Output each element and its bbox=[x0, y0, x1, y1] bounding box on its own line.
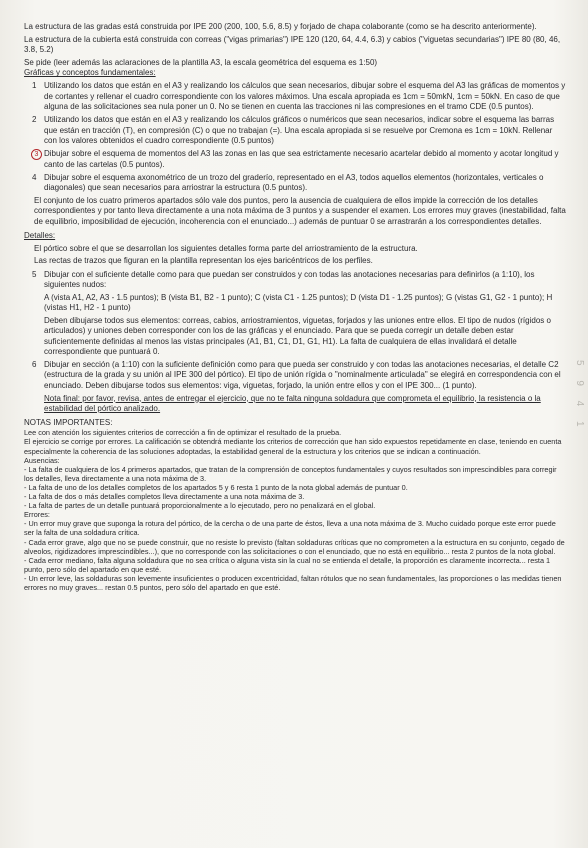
section-detalles: Detalles: bbox=[24, 230, 56, 240]
item-4 bbox=[24, 173, 566, 194]
item5-intro: Dibujar con el suficiente detalle como para que puedan ser construidos y con todas las anotaciones necesarias para definirlos (a 1:10), los siguientes nudos: bbox=[44, 269, 535, 290]
notas-list bbox=[24, 428, 566, 592]
nota-line: - La falta de dos o más detalles completos lleva directamente a una nota máxima de 3. bbox=[24, 492, 305, 502]
item-body bbox=[44, 270, 566, 357]
nota-line: El ejercicio se corrige por errores. La calificación se obtendrá mediante los criterios de corrección que han sido expuestos repetidamente en clase, teniendo en cuenta especialmente la coherencia de las soluciones adoptadas, la estabilidad general de la estructura y los criterios que se indican a continuación. bbox=[24, 437, 562, 456]
item6-detalle: Dibujar en sección (a 1:10) con la suficiente definición como para que pueda ser construido y con todas las anotaciones necesarias, el detalle C2 (estructura de la grada y su unión al IPE 300 del pórtico). El tipo de unión rígida o "nominalmente articulada" se elegirá en correspondencia con el enunciado. Deben dibujarse todos sus elementos: viga, viguetas, forjado, la unión entre ellos y con el IPE 300... (1 punto). bbox=[44, 360, 561, 390]
nota-line: - La falta de uno de los detalles completos de los apartados 5 y 6 resta 1 punto de la nota global además de puntuar 0. bbox=[24, 482, 408, 492]
nota-line: - Cada error mediano, falta alguna soldadura que no sea crítica o alguna vista sin la cual no se entienda el detalle, la proporción es claramente incorrecta... resta 1 punto, pero sólo del apartado en que esté. bbox=[24, 555, 551, 574]
conjunto-paragraph: El conjunto de los cuatro primeros apartados sólo vale dos puntos, pero la ausencia de cualquiera de ellos impide la corrección de los detalles correspondientes y por tanto lleva directamente a una nota máxima de 3 puntos y a suspender el examen. Los errores muy graves (inestabilidad, falta de equilibrio, imposibilidad de ejecución, incoherencia con el enunciado...) además de puntuar 0 se arrastrarán a los correspondientes detalles. bbox=[34, 195, 566, 226]
item-text: Dibujar sobre el esquema de momentos del A3 las zonas en las que sea estrictamente necesario acartelar debido al momento y acotar longitud y canto de las cartelas (0.5 puntos). bbox=[44, 149, 559, 169]
intro-cubierta: La estructura de la cubierta está construida con correas ("vigas primarias") IPE 120 (120, 64, 4.4, 6.3) y cabios ("viguetas secundarias") IPE 80 (80, 46, 3.8, 5.2) bbox=[24, 34, 561, 55]
item-body bbox=[44, 360, 566, 414]
notas-title: NOTAS IMPORTANTES: bbox=[24, 418, 113, 428]
item5-nudos: A (vista A1, A2, A3 - 1.5 puntos); B (vista B1, B2 - 1 punto); C (vista C1 - 1.25 puntos); D (vista D1 - 1.25 puntos); G (vistas G1, G2 - 1 punto); H (vistas H1, H2 - 1 punto) bbox=[44, 292, 553, 313]
item-1 bbox=[24, 81, 566, 112]
nota-line: Errores: bbox=[24, 510, 50, 520]
nota-line: Ausencias: bbox=[24, 455, 60, 465]
item-number: 5 bbox=[32, 269, 37, 279]
nota-line: - Cada error grave, algo que no se puede construir, que no resiste lo previsto (faltan soldaduras críticas que no comprometen a la estructura en su conjunto, cegado de alveolos, rigidizadores imprescindibles...), que no corresponde con las solicitaciones o con el enunciado, que no está en equilibrio... resta 2 puntos de la nota global. bbox=[24, 537, 565, 556]
nota-line: - La falta de cualquiera de los 4 primeros apartados, que tratan de la comprensión de conceptos fundamentales y cuyos resultados son imprescindibles para corregir los detalles, lleva directamente a una nota máxima de 3. bbox=[24, 464, 557, 483]
nota-line: Lee con atención los siguientes criterios de corrección a fin de optimizar el resultado de la prueba. bbox=[24, 428, 342, 438]
item5-elementos: Deben dibujarse todos sus elementos: correas, cabios, arriostramientos, viguetas, forjados y las uniones entre ellos. El tipo de nudos (rígidos o articulados) y uniones deben corresponder con los de las gráficas y el enunciado. Para que se pueda corregir un detalle deben estar suficientemente definidas al menos las vistas principales (A1, B1, C1, D1, G1, H1). La falta de cualquiera de ellas invalidará el detalle correspondiente que puntuará 0. bbox=[44, 315, 551, 356]
item-number: 6 bbox=[32, 360, 37, 370]
item-number-circled bbox=[24, 149, 44, 170]
item6-nota-final: Nota final: por favor, revisa, antes de entregar el ejercicio, que no te falta ninguna soldadura que comprometa el equilibrio, la resistencia o la estabilidad del pórtico analizado. bbox=[44, 393, 541, 413]
item-5 bbox=[24, 270, 566, 357]
item-text: Utilizando los datos que están en el A3 y realizando los cálculos gráficos o numéricos que sean necesarios, indicar sobre el esquema las barras que están en tracción (T), en compresión (C) o que no trabajan (=). Una escala apropiada si se resuelve por Cremona es 1cm = 10kN. Rellenar con los valores obtenidos el cuadro correspondiente (0.5 puntos) bbox=[44, 115, 555, 145]
item-text: Utilizando los datos que están en el A3 y realizando los cálculos que sean necesarios, dibujar sobre el esquema del A3 las gráficas de momentos y de cortantes y rellenar el cuadro correspondiente con los valores máximos. Una escala apropiada es 1cm = 50mkN, 1cm = 50kN. En caso de que alguna de las solicitaciones sea nula poner un 0. No se tienen en cuenta las tracciones ni las compresiones en el tramo CDE (0.5 puntos). bbox=[44, 81, 566, 112]
bleed-through-text: 5 9 4 1 bbox=[574, 360, 585, 433]
item-3 bbox=[24, 149, 566, 170]
detalles-ejes: Las rectas de trazos que figuran en la plantilla representan los ejes baricéntricos de los perfiles. bbox=[34, 256, 373, 266]
item-number: 1 bbox=[32, 81, 37, 91]
section-graficas: Gráficas y conceptos fundamentales: bbox=[24, 68, 156, 78]
intro-gradas: La estructura de las gradas está construida por IPE 200 (200, 100, 5.6, 8.5) y forjado de chapa colaborante (como se ha descrito anteriormente). bbox=[24, 22, 537, 31]
item-6 bbox=[24, 360, 566, 414]
item-number: 4 bbox=[32, 172, 37, 182]
intro-se-pide: Se pide (leer además las aclaraciones de la plantilla A3, la escala geométrica del esquema es 1:50) bbox=[24, 57, 378, 67]
item-number: 2 bbox=[32, 115, 37, 125]
detalles-intro: El pórtico sobre el que se desarrollan los siguientes detalles forma parte del arriostramiento de la estructura. bbox=[34, 243, 418, 253]
item-text: Dibujar sobre el esquema axonométrico de un trozo del graderío, representado en el A3, todos aquellos elementos (horizontales, verticales o diagonales) que sean necesarios para arriostrar la estructura (0.5 puntos). bbox=[44, 172, 544, 193]
circled-number: 3 bbox=[31, 149, 42, 160]
nota-line: - La falta de partes de un detalle puntuará proporcionalmente a lo ejecutado, pero no penalizará en el global. bbox=[24, 501, 376, 511]
item-2 bbox=[24, 115, 566, 146]
nota-line: - Un error muy grave que suponga la rotura del pórtico, de la cercha o de una parte de éstos, lleva a una nota máxima de 3. Mucho cuidado porque este error puede ser la falta de una soldadura crítica. bbox=[24, 519, 556, 538]
nota-line: - Un error leve, las soldaduras son levemente insuficientes o producen excentricidad, faltan rótulos que no sean fundamentales, las proporciones o las medidas tienen errores no muy graves... restan 0.5 puntos, pero sólo del apartado en que esté. bbox=[24, 573, 562, 592]
